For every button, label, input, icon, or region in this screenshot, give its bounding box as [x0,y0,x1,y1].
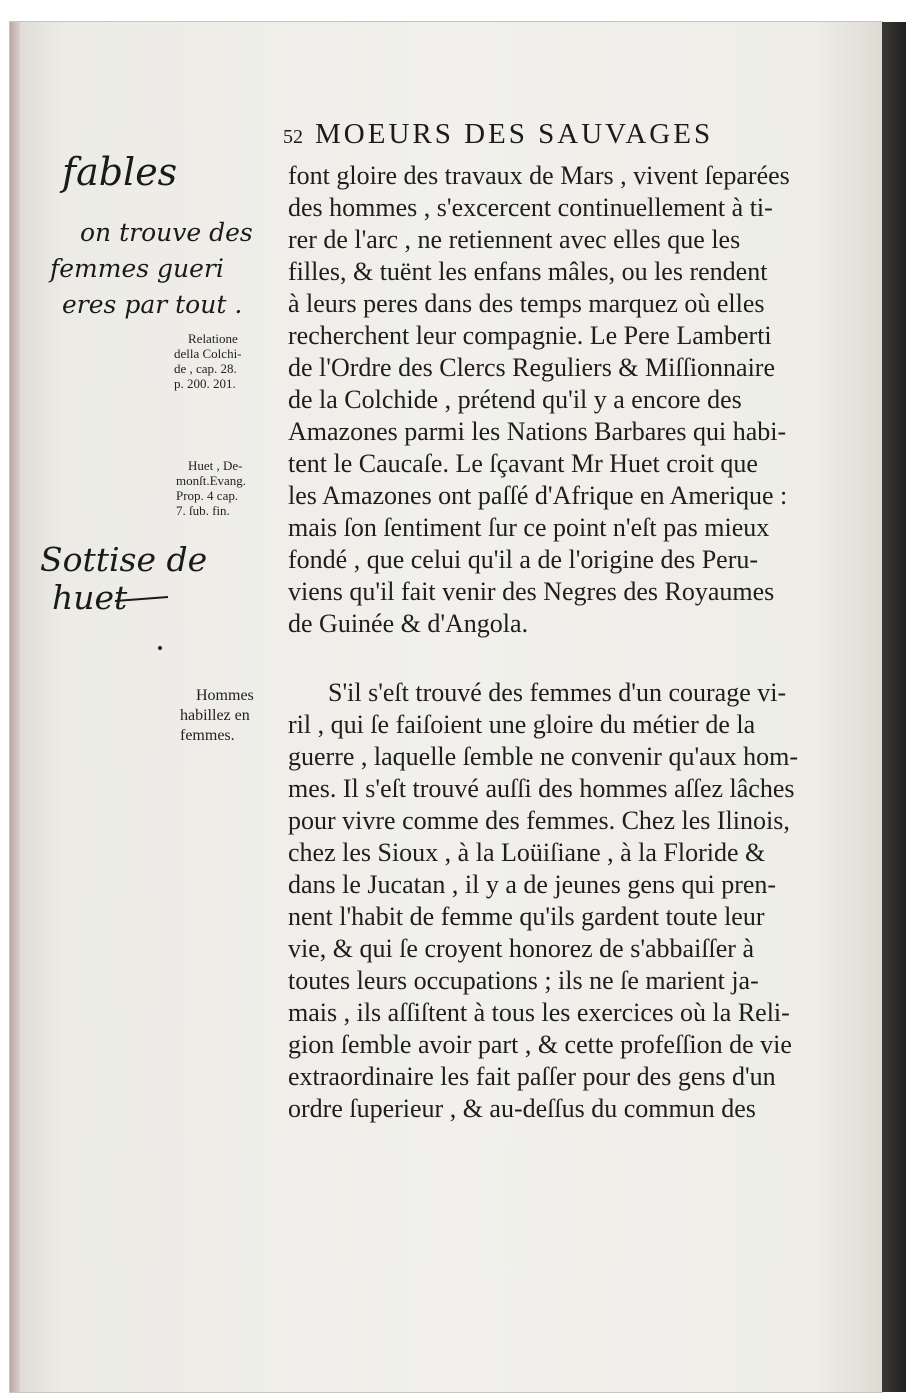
text-line: de Guinée & d'Angola. [288,609,529,638]
handwritten-line: on trouve des [80,218,253,247]
margin-note-line: Relatione [188,331,238,346]
text-line: vie, & qui ſe croyent honorez de s'abbaiſſer à [288,934,755,963]
running-title: MOEURS DES SAUVAGES [315,118,714,150]
text-line: chez les Sioux , à la Loüiſiane , à la Floride & [288,838,766,867]
text-line: guerre , laquelle ſemble ne convenir qu'aux hom- [288,742,799,771]
text-line: toutes leurs occupations ; ils ne ſe marient ja- [288,966,759,995]
handwritten-line: eres par tout . [62,290,243,319]
text-line: Amazones parmi les Nations Barbares qui habi- [288,417,787,446]
text-line: gion ſemble avoir part , & cette profeſſion de vie [288,1030,792,1059]
text-line: à leurs peres dans des temps marquez où elles [288,289,765,318]
text-line: recherchent leur compagnie. Le Pere Lamberti [288,321,772,350]
text-line: nent l'habit de femme qu'ils gardent toute leur [288,902,765,931]
text-line: filles, & tuënt les enfans mâles, ou les rendent [288,257,768,286]
ink-dot [158,646,162,650]
margin-note-line: habillez en [180,707,250,724]
text-line: mes. Il s'eſt trouvé auſſi des hommes aſſez lâches [288,774,795,803]
margin-note-line: Hommes [196,687,254,704]
margin-note-line: de , cap. 28. [174,361,237,376]
text-line: mais , ils aſſiſtent à tous les exercices où la Reli- [288,998,790,1027]
margin-note-line: p. 200. 201. [174,376,236,391]
handwritten-line: huet [52,578,128,617]
text-line: pour vivre comme des femmes. Chez les Ilinois, [288,806,790,835]
text-line: tent le Caucaſe. Le ſçavant Mr Huet croit que [288,449,758,478]
text-line: des hommes , s'excercent continuellement à ti- [288,193,773,222]
text-line: S'il s'eſt trouvé des femmes d'un courage vi- [328,678,787,707]
text-line: ril , qui ſe faiſoient une gloire du métier de la [288,710,756,739]
handwritten-line: Sottise de [40,540,208,579]
margin-note-line: femmes. [180,727,235,744]
text-line: mais ſon ſentiment ſur ce point n'eſt pas mieux [288,513,770,542]
text-line: dans le Jucatan , il y a de jeunes gens qui pren- [288,870,777,899]
margin-note-line: monſt.Evang. [176,473,247,488]
text-line: de la Colchide , prétend qu'il y a encore des [288,385,742,414]
text-line: ordre ſuperieur , & au-deſſus du commun des [288,1094,756,1123]
margin-note-line: Prop. 4 cap. [176,488,239,503]
handwritten-line: femmes gueri [50,254,224,283]
page-number: 52 [283,126,303,148]
text-line: font gloire des travaux de Mars , vivent ſeparées [288,161,790,190]
underline-stroke [115,597,168,601]
text-line: extraordinaire les fait paſſer pour des gens d'un [288,1062,776,1091]
text-line: de l'Ordre des Clercs Reguliers & Miſſionnaire [288,353,776,382]
text-line: rer de l'arc , ne retiennent avec elles que les [288,225,741,254]
handwritten-note-fables: fables [62,150,178,194]
margin-note-line: 7. ſub. fin. [176,503,230,518]
margin-note-line: Huet , De- [188,458,243,473]
margin-note-line: della Colchi- [174,346,242,361]
text-line: fondé , que celui qu'il a de l'origine des Peru- [288,545,759,574]
text-line: les Amazones ont paſſé d'Afrique en Amerique : [288,481,788,510]
text-line: viens qu'il fait venir des Negres des Royaumes [288,577,775,606]
